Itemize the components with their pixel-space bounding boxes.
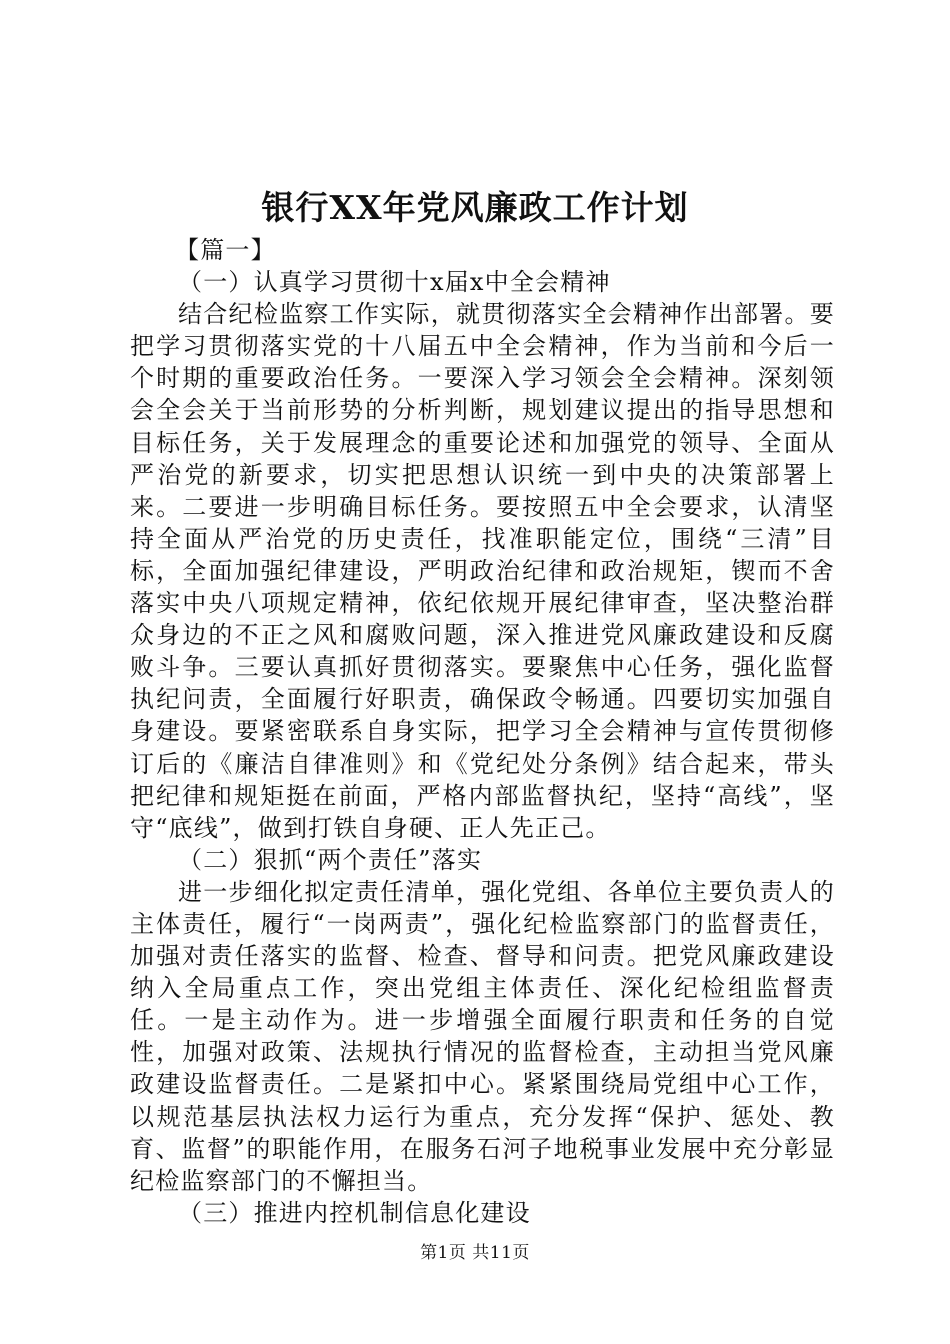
section-heading-1: （一）认真学习贯彻十x届x中全会精神	[178, 268, 611, 297]
page-footer: 第1页 共11页	[420, 1243, 530, 1263]
document-title: 银行XX年党风廉政工作计划	[261, 188, 689, 227]
document-body	[130, 234, 835, 1229]
paragraph-2: 进一步细化拟定责任清单，强化党组、各单位主要负责人的主体责任，履行“一岗两责”，强化纪检监察部门的监督责任，加强对责任落实的监督、检查、督导和问责。把党风廉政建设纳入全局重点工作，突出党组主体责任、深化纪检组监督责任。一是主动作为。进一步增强全面履行职责和任务的自觉性，加强对政策、法规执行情况的监督检查，主动担当党风廉政建设监督责任。二是紧扣中心。紧紧围绕局党组中心工作，以规范基层执法权力运行为重点，充分发挥“保护、惩处、教育、监督”的职能作用，在服务石河子地税事业发展中充分彰显纪检监察部门的不懈担当。	[130, 877, 835, 1195]
section-heading-2: （二）狠抓“两个责任”落实	[178, 845, 483, 874]
section-heading-3: （三）推进内控机制信息化建设	[178, 1198, 531, 1227]
paragraph-1: 结合纪检监察工作实际，就贯彻落实全会精神作出部署。要把学习贯彻落实党的十八届五中全会精神，作为当前和今后一个时期的重要政治任务。一要深入学习领会全会精神。深刻领会全会关于当前形势的分析判断，规划建议提出的指导思想和目标任务，关于发展理念的重要论述和加强党的领导、全面从严治党的新要求，切实把思想认识统一到中央的决策部署上来。二要进一步明确目标任务。要按照五中全会要求，认清坚持全面从严治党的历史责任，找准职能定位，围绕“三清”目标，全面加强纪律建设，严明政治纪律和政治规矩，锲而不舍落实中央八项规定精神，依纪依规开展纪律审查，坚决整治群众身边的不正之风和腐败问题，深入推进党风廉政建设和反腐败斗争。三要认真抓好贯彻落实。要聚焦中心任务，强化监督执纪问责，全面履行好职责，确保政令畅通。四要切实加强自身建设。要紧密联系自身实际，把学习全会精神与宣传贯彻修订后的《廉洁自律准则》和《党纪处分条例》结合起来，带头把纪律和规矩挺在前面，严格内部监督执纪，坚持“高线”，坚守“底线”，做到打铁自身硬、正人先正己。	[130, 300, 835, 842]
section-label: 【篇一】	[175, 236, 276, 264]
